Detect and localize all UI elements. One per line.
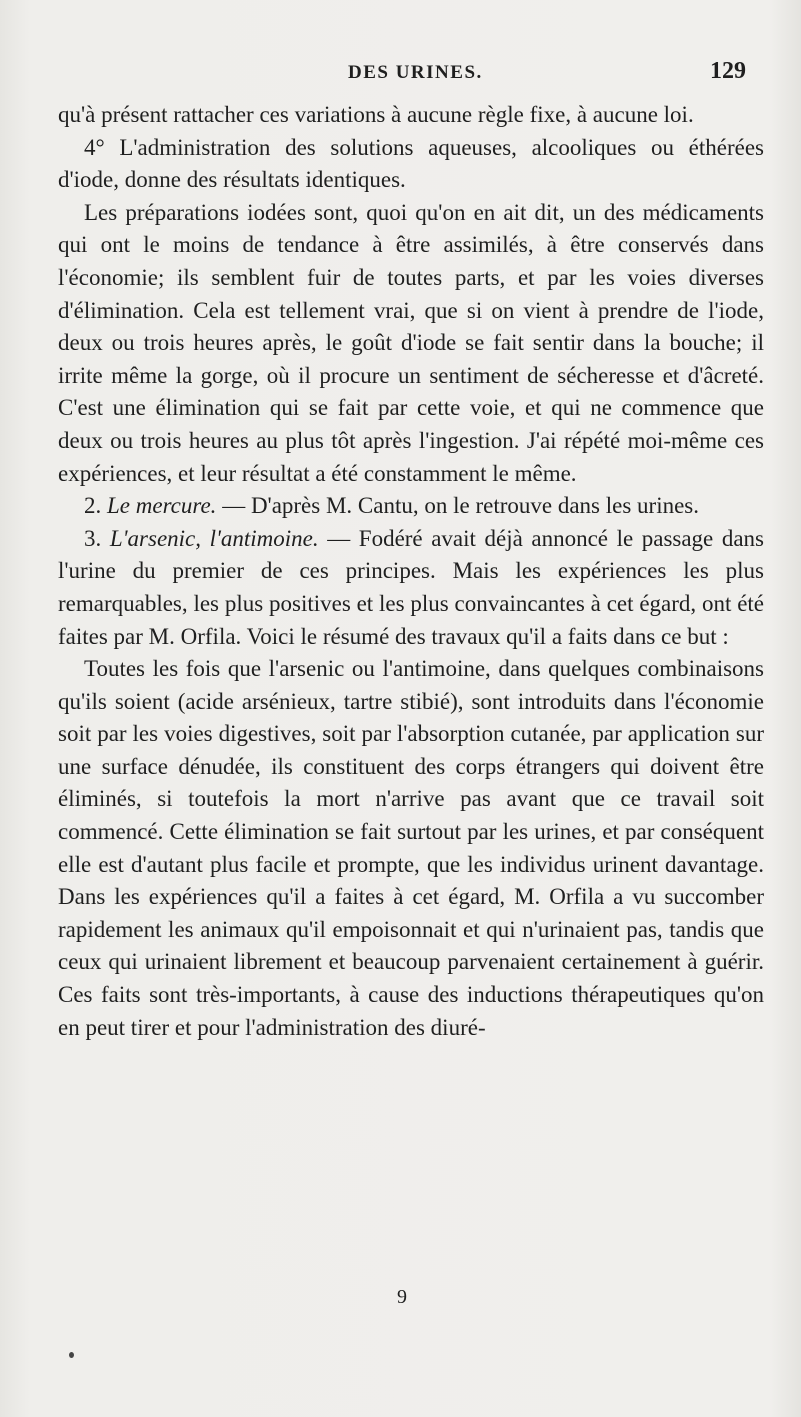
paragraph-text: — D'après M. Cantu, on le retrouve dans les urines. (222, 493, 699, 519)
paragraph-text: qu'à présent rattacher ces variations à aucune règle fixe, à aucune loi. (58, 102, 694, 127)
paragraph (58, 653, 764, 1044)
section-paragraph (58, 490, 764, 523)
ink-speck (69, 1352, 74, 1358)
paragraph-text: 4° L'administration des solutions aqueuses, alcooliques ou éthérées d'iode, donne des résultats identiques. (58, 134, 764, 193)
signature-mark: 9 (397, 1286, 407, 1308)
paragraph (58, 132, 764, 197)
page-number: 129 (710, 58, 746, 84)
section-paragraph (58, 523, 764, 653)
paragraph-text: Toutes les fois que l'arsenic ou l'antimoine, dans quelques combinaisons qu'ils soient (acide arsénieux, tartre stibié), sont introduits dans l'économie soit par les voies digestives, soit par l'absorption cutanée, par application sur une surface dénudée, ils constituent des corps étrangers qui doivent être éliminés, si toutefois la mort n'arrive pas avant que ce travail soit commencé. Cette élimination se fait surtout par les urines, et par conséquent elle est d'autant plus facile et prompte, que les individus urinent davantage. Dans les expériences qu'il a faites à cet égard, M. Orfila a vu succomber rapidement les animaux qu'il empoisonnait et qui n'urinaient pas, tandis que ceux qui urinaient librement et beaucoup parvenaient certainement à guérir. Ces faits sont très-importants, à cause des inductions thérapeutiques qu'on en peut tirer et pour l'administration des diuré- (58, 656, 764, 1040)
page-header (0, 58, 801, 88)
page-body (58, 99, 764, 1044)
paragraph (58, 197, 764, 490)
paragraph-text: Les préparations iodées sont, quoi qu'on en ait dit, un des médicaments qui ont le moins de tendance à être assimilés, à être conservés dans l'économie; ils semblent fuir de toutes parts, et par les voies diverses d'élimination. Cela est tellement vrai, que si on vient à prendre de l'iode, deux ou trois heures après, le goût d'iode se fait sentir dans la bouche; il irrite même la gorge, où il procure un sentiment de sécheresse et d'âcreté. C'est une élimination qui se fait par cette voie, et qui ne commence que deux ou trois heures au plus tôt après l'ingestion. J'ai répété moi-même ces expériences, et leur résultat a été constamment le même. (58, 199, 764, 486)
section-title: Le mercure. (107, 493, 223, 519)
section-number: 2. (84, 493, 107, 519)
running-title: DES URINES. (348, 62, 483, 83)
paragraph (58, 99, 764, 132)
section-title: L'arsenic, l'antimoine. (109, 525, 328, 551)
paragraph-text: — Fodéré avait déjà annoncé le passage dans l'urine du premier de ces principes. Mais les expériences les plus remarquables, les plus positives et les plus convaincantes à cet égard, ont été faites par M. Orfila. Voici le résumé des travaux qu'il a faits dans ce but : (58, 525, 764, 649)
section-number: 3. (84, 525, 110, 551)
